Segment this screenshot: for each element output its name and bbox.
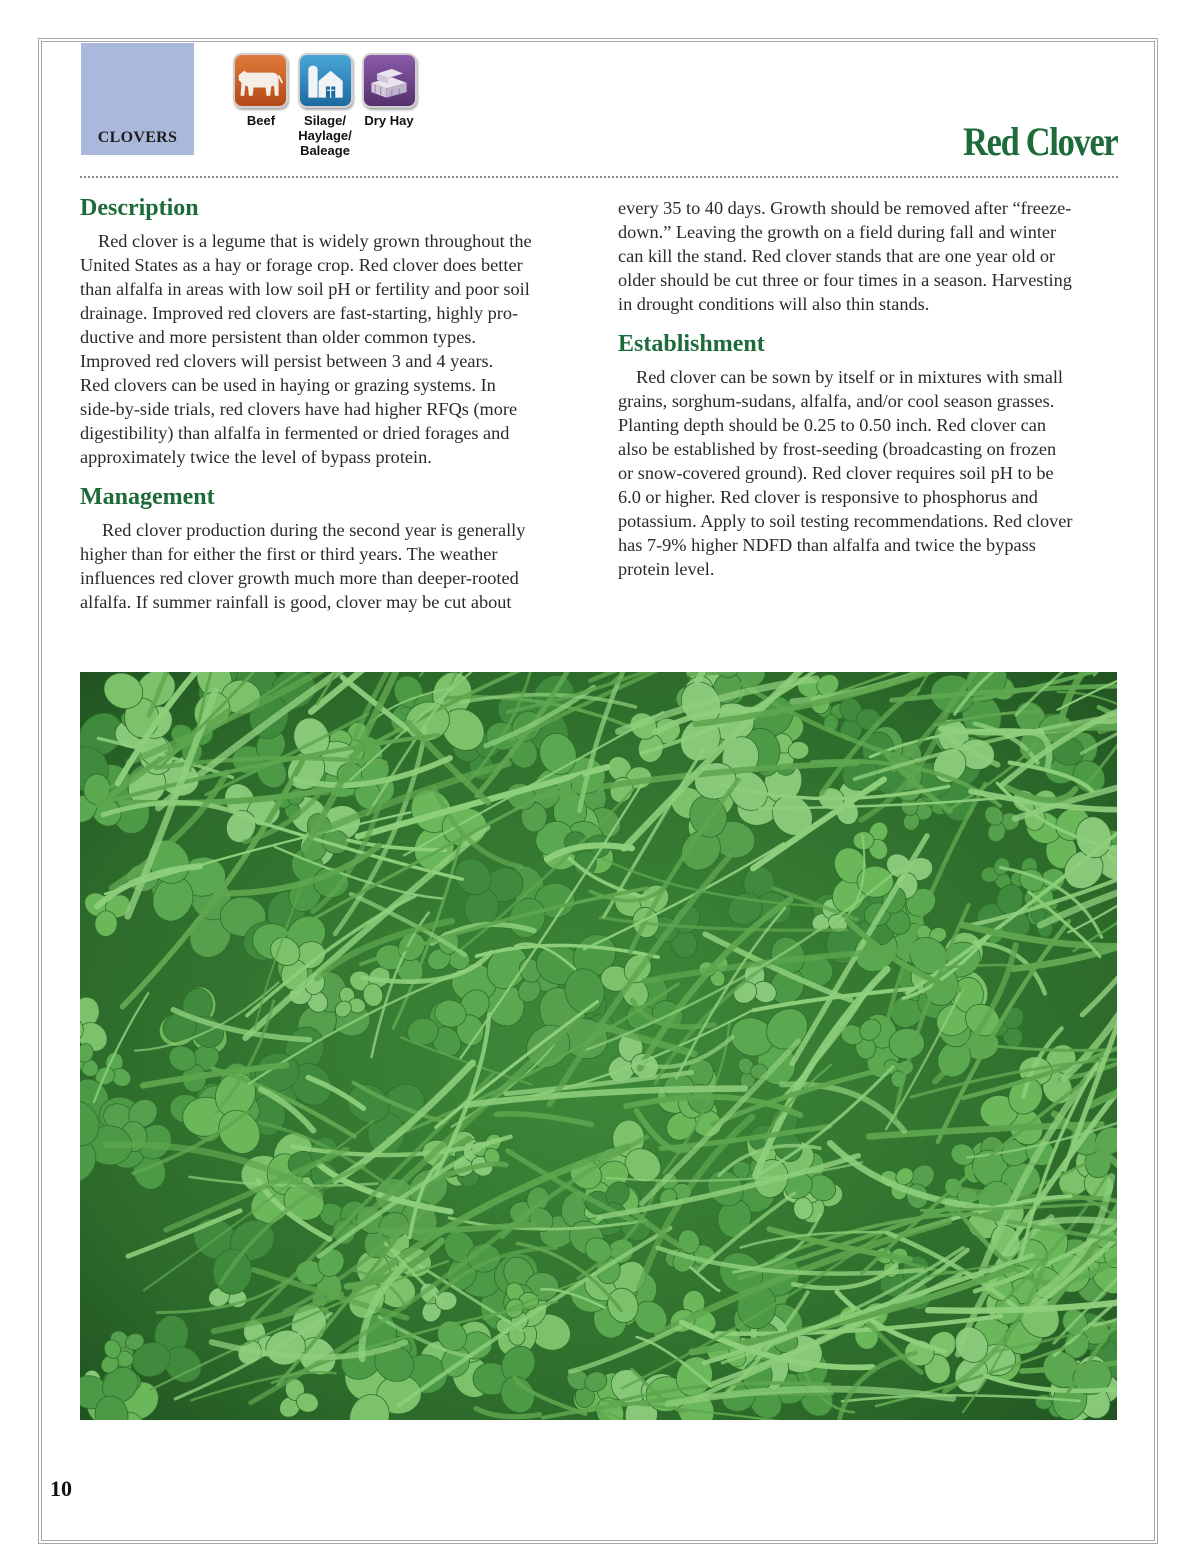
description-heading: Description — [80, 195, 199, 221]
establishment-line: also be established by frost-seeding (broadcasting on frozen — [618, 439, 1057, 459]
description-line: United States as a hay or forage crop. Red clover does better — [80, 255, 523, 275]
description-line: approximately twice the level of bypass protein. — [80, 447, 432, 467]
category-label: CLOVERS — [97, 129, 178, 146]
description-line: Red clovers can be used in haying or grazing systems. In — [80, 375, 496, 395]
description-line: ductive and more persistent than older common types. — [80, 327, 476, 347]
page-number: 10 — [50, 1476, 72, 1501]
silage-label-line: Baleage — [300, 143, 350, 158]
dry-hay-label: Dry Hay — [364, 113, 414, 128]
management-line: influences red clover growth much more than deeper-rooted — [80, 568, 519, 588]
management-heading: Management — [80, 484, 215, 510]
establishment-line: grains, sorghum-sudans, alfalfa, and/or cool season grasses. — [618, 391, 1055, 411]
description-line: side-by-side trials, red clovers have had higher RFQs (more — [80, 399, 518, 419]
management-line: every 35 to 40 days. Growth should be removed after “freeze- — [618, 198, 1072, 218]
description-line: than alfalfa in areas with low soil pH or fertility and poor soil — [80, 279, 530, 299]
establishment-line: potassium. Apply to soil testing recommendations. Red clover — [618, 511, 1073, 531]
management-line: in drought conditions will also thin stands. — [618, 294, 930, 314]
silage-label-line: Silage/ — [304, 113, 346, 128]
hay-bales-icon — [362, 53, 417, 108]
clover-photo-art — [80, 672, 1117, 1420]
category-tab — [81, 43, 194, 155]
management-line: Red clover production during the second year is generally — [102, 520, 526, 540]
silage-label — [292, 113, 358, 158]
establishment-line: 6.0 or higher. Red clover is responsive to phosphorus and — [618, 487, 1038, 507]
description-line: drainage. Improved red clovers are fast-starting, highly pro- — [80, 303, 519, 323]
dotted-divider — [80, 176, 1118, 178]
establishment-line: Red clover can be sown by itself or in mixtures with small — [636, 367, 1063, 387]
barn-silo-icon — [298, 53, 353, 108]
management-line: older should be cut three or four times in a season. Harvesting — [618, 270, 1072, 290]
establishment-line: protein level. — [618, 559, 715, 579]
management-line: can kill the stand. Red clover stands that are one year old or — [618, 246, 1056, 266]
right-column — [618, 196, 1123, 581]
silage-label-line: Haylage/ — [298, 128, 352, 143]
description-line: Red clover is a legume that is widely grown throughout the — [98, 231, 532, 251]
cow-icon — [233, 53, 288, 108]
establishment-line: Planting depth should be 0.25 to 0.50 inch. Red clover can — [618, 415, 1047, 435]
management-line: higher than for either the first or third years. The weather — [80, 544, 498, 564]
management-line: alfalfa. If summer rainfall is good, clover may be cut about — [80, 592, 512, 612]
beef-label: Beef — [246, 113, 276, 128]
clover-photo — [80, 672, 1117, 1420]
description-line: Improved red clovers will persist between 3 and 4 years. — [80, 351, 494, 371]
description-line: digestibility) than alfalfa in fermented or dried forages and — [80, 423, 510, 443]
page-title: Red Clover — [962, 119, 1117, 164]
management-line: down.” Leaving the growth on a field during fall and winter — [618, 222, 1057, 242]
establishment-line: has 7-9% higher NDFD than alfalfa and twice the bypass — [618, 535, 1036, 555]
left-column — [80, 196, 580, 614]
establishment-line: or snow-covered ground). Red clover requires soil pH to be — [618, 463, 1054, 483]
establishment-heading: Establishment — [618, 331, 765, 357]
